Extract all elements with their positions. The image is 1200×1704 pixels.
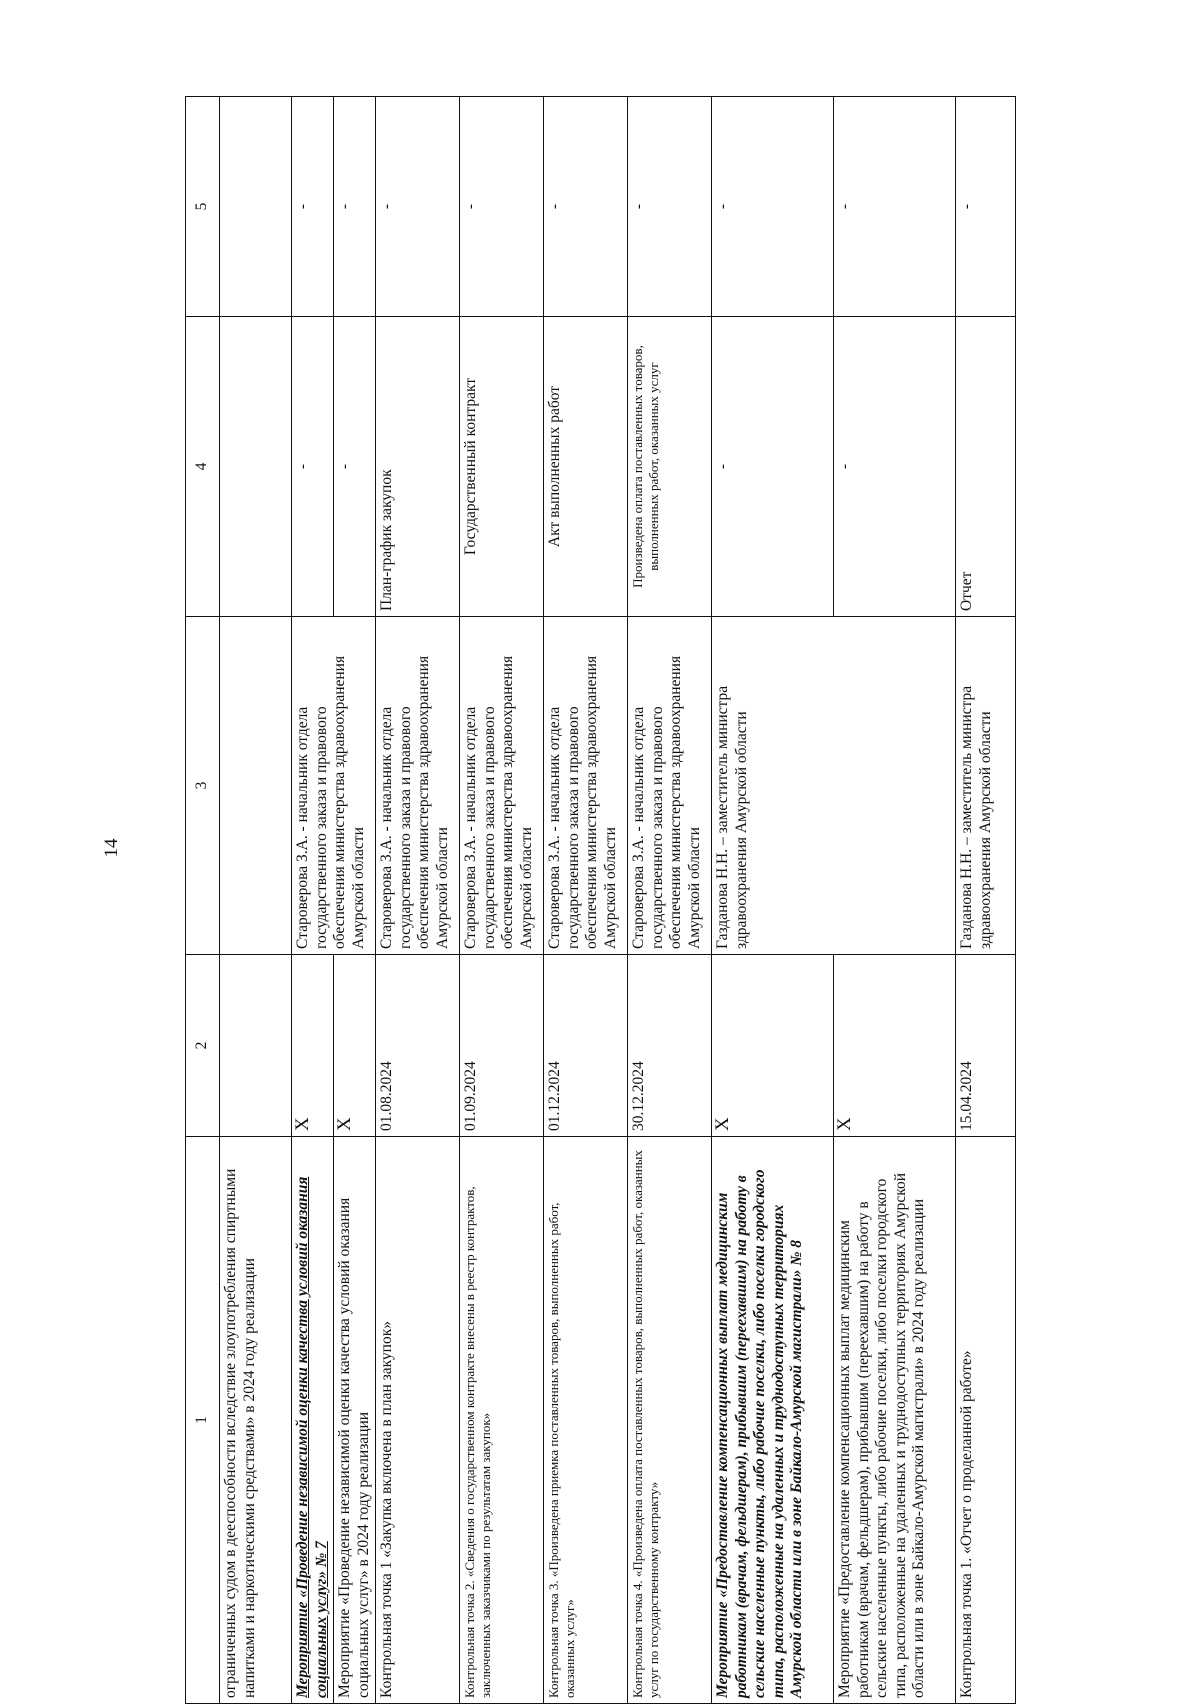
header-col-3: 3 bbox=[186, 617, 220, 955]
cell-document: - bbox=[292, 317, 334, 617]
cell-document: План-график закупок bbox=[376, 317, 460, 617]
cell-event: Контрольная точка 3. «Произведена приемка поставленных товаров, выполненных работ, оказанных услуг» bbox=[544, 1137, 628, 1704]
header-row bbox=[186, 97, 220, 1704]
cell-event-measure-7: Мероприятие «Проведение независимой оценки качества условий оказания социальных услуг» № 7 bbox=[292, 1137, 334, 1704]
cell-responsible: Газданова Н.Н. – заместитель министра здравоохранения Амурской области bbox=[712, 617, 956, 955]
cell-responsible: Староверова З.А. - начальник отдела государственного заказа и правового обеспечения министерства здравоохранения Амурской области bbox=[292, 617, 376, 955]
plan-table bbox=[185, 96, 1016, 1704]
table-row bbox=[544, 97, 628, 1704]
cell-document: Отчет bbox=[956, 317, 1016, 617]
cell-note: - bbox=[956, 97, 1016, 317]
header-col-5: 5 bbox=[186, 97, 220, 317]
cell-date: 01.08.2024 bbox=[376, 955, 460, 1137]
cell-date: X bbox=[292, 955, 334, 1137]
cell-note: - bbox=[460, 97, 544, 317]
cell-date bbox=[220, 955, 292, 1137]
table-row bbox=[376, 97, 460, 1704]
cell-responsible: Староверова З.А. - начальник отдела государственного заказа и правового обеспечения министерства здравоохранения Амурской области bbox=[544, 617, 628, 955]
table-row bbox=[292, 97, 334, 1704]
rotated-table-container bbox=[185, 97, 1024, 1704]
cell-document: - bbox=[334, 317, 376, 617]
cell-note: - bbox=[834, 97, 956, 317]
cell-note bbox=[220, 97, 292, 317]
cell-document bbox=[220, 317, 292, 617]
table-row bbox=[628, 97, 712, 1704]
cell-event: Контрольная точка 2. «Сведения о государственном контракте внесены в реестр контрактов, заключенных заказчиками по результатам закупок» bbox=[460, 1137, 544, 1704]
page-number: 14 bbox=[101, 838, 122, 858]
cell-date: 01.12.2024 bbox=[544, 955, 628, 1137]
cell-note: - bbox=[712, 97, 834, 317]
cell-responsible bbox=[220, 617, 292, 955]
cell-event-measure-8: Мероприятие «Предоставление компенсационных выплат медицинским работникам (врачам, фельдшерам), прибывшим (переехавшим) на работу в сельские населенные пункты, либо рабочие поселки, либо поселки городского типа, расположенные на удаленных и труднодоступных территориях Амурской области или в зоне Байкало-Амурской магистрали» № 8 bbox=[712, 1137, 834, 1704]
cell-responsible: Староверова З.А. - начальник отдела государственного заказа и правового обеспечения министерства здравоохранения Амурской области bbox=[376, 617, 460, 955]
cell-note: - bbox=[376, 97, 460, 317]
table-row bbox=[712, 97, 834, 1704]
cell-document: - bbox=[712, 317, 834, 617]
cell-event: ограниченных судом в дееспособности вследствие злоупотребления спиртными напитками и наркотическими средствами» в 2024 году реализации bbox=[220, 1137, 292, 1704]
table-row bbox=[460, 97, 544, 1704]
cell-note: - bbox=[292, 97, 334, 317]
cell-note: - bbox=[334, 97, 376, 317]
cell-document: Государственный контракт bbox=[460, 317, 544, 617]
cell-date: X bbox=[712, 955, 834, 1137]
cell-date: 01.09.2024 bbox=[460, 955, 544, 1137]
cell-note: - bbox=[628, 97, 712, 317]
cell-event: Мероприятие «Предоставление компенсационных выплат медицинским работникам (врачам, фельдшерам), прибывшим (переехавшим) на работу в сельские населенные пункты, либо рабочие поселки, либо поселки городского типа, расположенные на удаленных и труднодоступных территориях Амурской области или в зоне Байкало-Амурской магистрали» в 2024 году реализации bbox=[834, 1137, 956, 1704]
cell-note: - bbox=[544, 97, 628, 317]
cell-document: Произведена оплата поставленных товаров, выполненных работ, оказанных услуг bbox=[628, 317, 712, 617]
header-col-4: 4 bbox=[186, 317, 220, 617]
cell-date: X bbox=[834, 955, 956, 1137]
table-row bbox=[220, 97, 292, 1704]
cell-document: - bbox=[834, 317, 956, 617]
cell-date: 30.12.2024 bbox=[628, 955, 712, 1137]
cell-document: Акт выполненных работ bbox=[544, 317, 628, 617]
cell-date: 15.04.2024 bbox=[956, 955, 1016, 1137]
cell-event: Мероприятие «Проведение независимой оценки качества условий оказания социальных услуг» в 2024 году реализации bbox=[334, 1137, 376, 1704]
header-col-1: 1 bbox=[186, 1137, 220, 1704]
cell-event: Контрольная точка 1 «Закупка включена в план закупок» bbox=[376, 1137, 460, 1704]
header-col-2: 2 bbox=[186, 955, 220, 1137]
cell-event: Контрольная точка 1. «Отчет о проделанной работе» bbox=[956, 1137, 1016, 1704]
cell-responsible: Газданова Н.Н. – заместитель министра здравоохранения Амурской области bbox=[956, 617, 1016, 955]
cell-responsible: Староверова З.А. - начальник отдела государственного заказа и правового обеспечения министерства здравоохранения Амурской области bbox=[460, 617, 544, 955]
cell-responsible: Староверова З.А. - начальник отдела государственного заказа и правового обеспечения министерства здравоохранения Амурской области bbox=[628, 617, 712, 955]
cell-event: Контрольная точка 4. «Произведена оплата поставленных товаров, выполненных работ, оказанных услуг по государственному контракту» bbox=[628, 1137, 712, 1704]
cell-date: X bbox=[334, 955, 376, 1137]
table-row bbox=[956, 97, 1016, 1704]
